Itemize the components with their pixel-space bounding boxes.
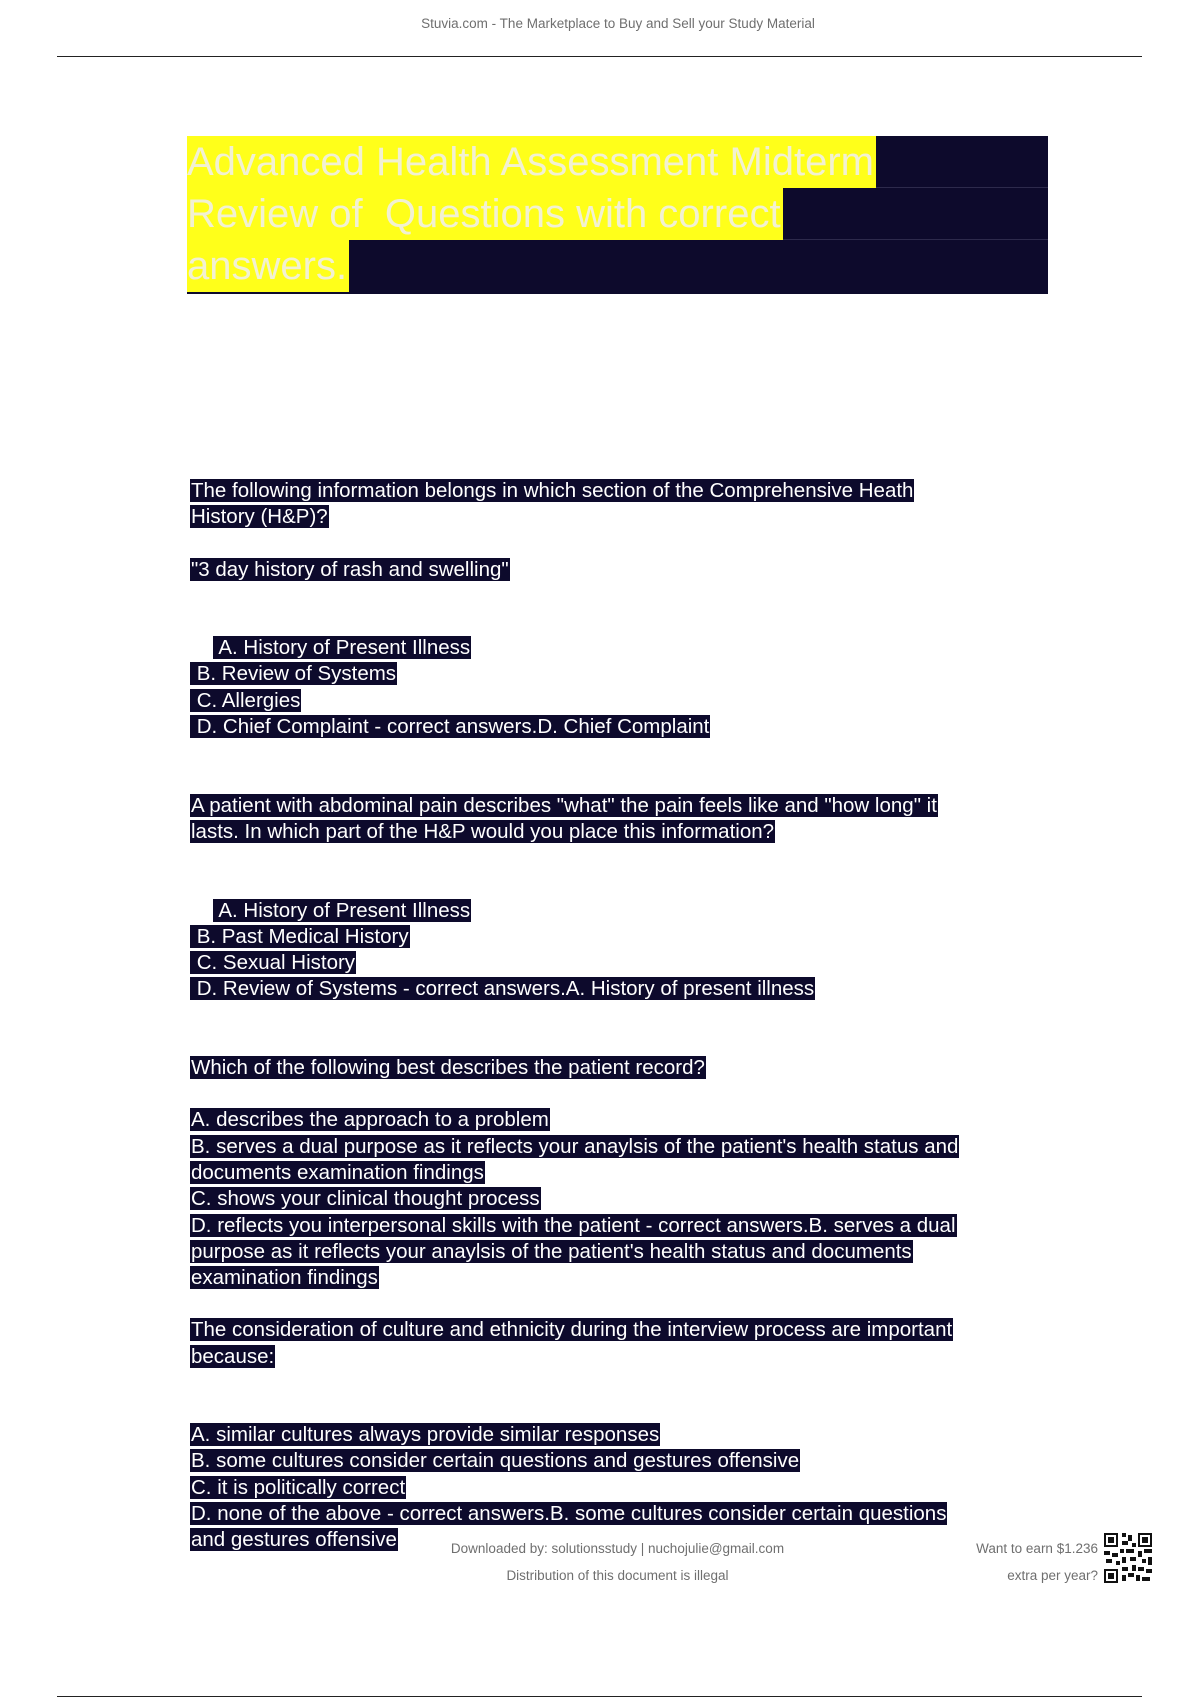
answer-options [190,609,1050,767]
downloaded-by-text: Downloaded by: solutionsstudy | nuchojulie@gmail.com [450,1541,785,1556]
option-line: A. similar cultures always provide similar responses [191,1423,660,1447]
title-text: Advanced Health Assessment Midterm [187,136,876,188]
question-prompt [190,478,1050,531]
question-quote [190,557,1050,583]
question-prompt [190,1055,1050,1081]
option-line: A. History of Present Illness [213,636,471,660]
option-line: A. History of Present Illness [213,898,471,922]
title-line [187,136,1048,188]
question-prompt [190,1317,1050,1370]
title-text: answers. [187,240,349,292]
title-text: Review of Questions with correct [187,188,783,240]
option-line: C. Allergies [191,688,301,712]
question-prompt [190,793,1050,846]
option-line: B. Review of Systems [191,662,397,686]
prompt-line: History (H&P)? [191,505,328,529]
quote-line: "3 day history of rash and swelling" [191,557,509,581]
option-line: B. Past Medical History [191,924,409,948]
document-title [187,136,1048,294]
prompt-line: Which of the following best describes the patient record? [191,1056,705,1080]
answer-options [190,1107,1050,1291]
earn-promo-line: extra per year? [1007,1568,1098,1583]
prompt-line: The following information belongs in which section of the Comprehensive Heath [191,479,914,502]
question-list [190,478,1050,1580]
title-line [187,240,1048,292]
option-line: C. Sexual History [191,951,356,975]
option-line: D. none of the above - correct answers.B. some cultures consider certain questions [191,1501,947,1525]
site-header-text: Stuvia.com - The Marketplace to Buy and Sell your Study Material [421,16,815,31]
option-line: C. it is politically correct [191,1475,406,1499]
answer-options [190,871,1050,1029]
option-line: D. Review of Systems - correct answers.A. History of present illness [191,977,815,1001]
prompt-line: lasts. In which part of the H&P would you place this information? [191,819,775,843]
header-divider [57,56,1142,57]
option-line: and gestures offensive [191,1528,397,1552]
earn-promo-line: Want to earn $1.236 [976,1541,1098,1556]
option-line: B. some cultures consider certain questions and gestures offensive [191,1449,800,1473]
option-line: B. serves a dual purpose as it reflects your anaylsis of the patient's health status and [191,1134,959,1158]
prompt-line: because: [191,1344,275,1368]
qr-code-icon[interactable] [1104,1533,1152,1583]
answer-options [190,1422,1050,1553]
option-line: examination findings [191,1266,378,1290]
option-line: C. shows your clinical thought process [191,1187,540,1211]
prompt-line: A patient with abdominal pain describes "what" the pain feels like and "how long" it [191,793,937,817]
option-line: A. describes the approach to a problem [191,1108,549,1132]
earn-promo[interactable] [900,1535,1098,1589]
option-line: purpose as it reflects your anaylsis of the patient's health status and documents [191,1239,912,1263]
title-line [187,188,1048,240]
prompt-line: The consideration of culture and ethnicity during the interview process are important [191,1318,953,1342]
option-line: D. Chief Complaint - correct answers.D. Chief Complaint [191,715,710,739]
option-line: D. reflects you interpersonal skills with the patient - correct answers.B. serves a dual [191,1213,956,1237]
footer-divider [57,1696,1142,1697]
option-line: documents examination findings [191,1160,484,1184]
download-notice [390,1535,845,1589]
distribution-notice-text: Distribution of this document is illegal [506,1568,729,1583]
